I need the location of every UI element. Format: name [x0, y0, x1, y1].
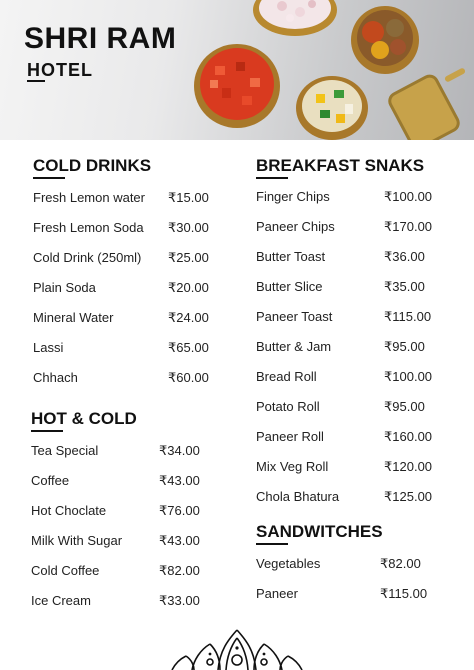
section-title: COLD DRINKS [33, 156, 152, 175]
item-name: Paneer Roll [256, 429, 324, 444]
item-price: ₹65.00 [168, 340, 209, 355]
item-name: Potato Roll [256, 399, 320, 414]
item-name: Vegetables [256, 556, 321, 571]
item-name: Mineral Water [33, 310, 114, 325]
item-price: ₹30.00 [168, 220, 209, 235]
item-price: ₹24.00 [168, 310, 209, 325]
section-underline [31, 430, 63, 432]
item-name: Fresh Lemon water [33, 190, 145, 205]
item-price: ₹36.00 [384, 249, 425, 264]
brand-subtitle: HOTEL [27, 60, 93, 80]
item-name: Fresh Lemon Soda [33, 220, 144, 235]
item-name: Chola Bhatura [256, 489, 340, 504]
section-cold-drinks [33, 156, 151, 179]
section-underline [33, 177, 65, 179]
item-price: ₹115.00 [380, 586, 428, 601]
item-price: ₹82.00 [159, 563, 200, 578]
section-title: HOT & COLD [31, 409, 137, 428]
item-name: Cold Coffee [31, 563, 100, 578]
item-price: ₹33.00 [159, 593, 200, 608]
item-name: Paneer Toast [256, 309, 333, 324]
item-price: ₹120.00 [384, 459, 433, 474]
item-price: ₹35.00 [384, 279, 425, 294]
item-name: Hot Choclate [31, 503, 107, 518]
section-underline [256, 543, 288, 545]
item-price: ₹82.00 [380, 556, 421, 571]
item-price: ₹20.00 [168, 280, 209, 295]
item-price: ₹34.00 [159, 443, 200, 458]
item-name: Mix Veg Roll [256, 459, 329, 474]
section-underline [256, 177, 288, 179]
subtitle-underline [27, 80, 45, 82]
item-price: ₹15.00 [168, 190, 209, 205]
item-name: Paneer [256, 586, 298, 601]
item-name: Ice Cream [31, 593, 91, 608]
section-hot-cold [31, 409, 137, 432]
item-name: Butter Slice [256, 279, 323, 294]
section-breakfast-snaks [256, 156, 424, 179]
item-name: Chhach [33, 370, 78, 385]
item-price: ₹160.00 [384, 429, 433, 444]
item-price: ₹100.00 [384, 189, 433, 204]
item-name: Milk With Sugar [31, 533, 123, 548]
item-price: ₹43.00 [159, 533, 200, 548]
mandala-ornament-icon [170, 626, 304, 670]
item-name: Butter Toast [256, 249, 326, 264]
section-title: SANDWITCHES [256, 522, 383, 541]
item-name: Coffee [31, 473, 70, 488]
item-price: ₹43.00 [159, 473, 200, 488]
item-price: ₹95.00 [384, 339, 425, 354]
item-name: Bread Roll [256, 369, 317, 384]
item-price: ₹100.00 [384, 369, 433, 384]
item-price: ₹125.00 [384, 489, 433, 504]
item-name: Cold Drink (250ml) [33, 250, 142, 265]
item-name: Tea Special [31, 443, 99, 458]
item-name: Butter & Jam [256, 339, 332, 354]
item-name: Plain Soda [33, 280, 96, 295]
item-name: Lassi [33, 340, 64, 355]
hero-banner [0, 0, 474, 140]
item-price: ₹115.00 [384, 309, 432, 324]
item-price: ₹25.00 [168, 250, 209, 265]
item-name: Finger Chips [256, 189, 330, 204]
item-price: ₹170.00 [384, 219, 433, 234]
item-price: ₹95.00 [384, 399, 425, 414]
item-price: ₹60.00 [168, 370, 209, 385]
section-title: BREAKFAST SNAKS [256, 156, 425, 175]
section-sandwitches [256, 522, 383, 545]
item-price: ₹76.00 [159, 503, 200, 518]
item-name: Paneer Chips [256, 219, 335, 234]
brand-title: SHRI RAM [24, 22, 177, 55]
